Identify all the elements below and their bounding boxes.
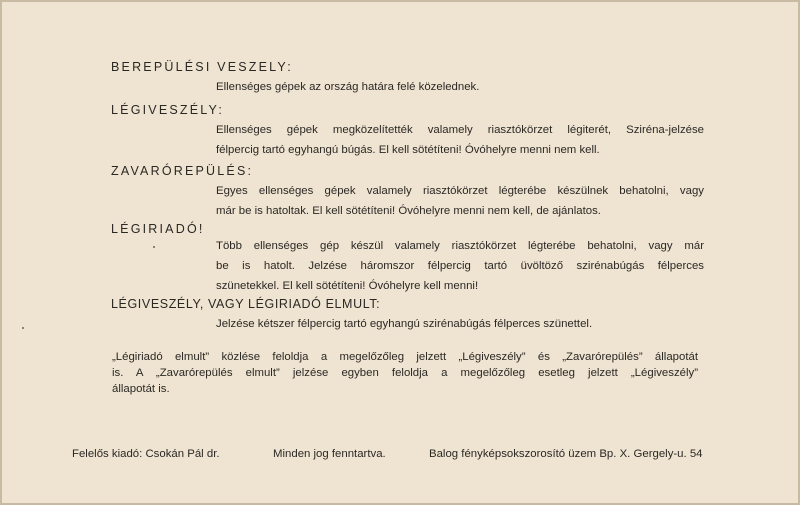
note-line: „Légiriadó elmult” közlése feloldja a megelőzőleg jelzett „Légiveszély” és „Zavarórepülés” állapotát [112, 351, 698, 363]
text-legiveszely [216, 120, 704, 160]
text-line: Jelzése kétszer félpercig tartó egyhangú szirénabúgás félperces szünettel. [216, 318, 593, 330]
text-line: félpercig tartó egyhangú búgás. El kell sötétíteni! Óvóhelyre menni nem kell. [216, 144, 600, 156]
text-elmult [216, 314, 704, 334]
text-legiriado [216, 236, 704, 296]
text-line: be is hatolt. Jelzése háromszor félpercig tartó üvöltöző szirénabúgás félperces [216, 260, 704, 272]
text-line: Ellenséges gépek az ország határa felé közelednek. [216, 81, 480, 93]
text-line: már be is hatoltak. El kell sötétíteni! Óvóhelyre menni nem kell, de ajánlatos. [216, 205, 601, 217]
note-line: is. A „Zavarórepülés elmult” jelzése egyben feloldja a megelőzőleg esetleg jelzett „Légiveszély” [112, 367, 698, 379]
print-speck [153, 246, 155, 248]
note-paragraph [112, 349, 698, 397]
note-line: állapotát is. [112, 383, 170, 395]
heading-legiriado: LÉGIRIADÓ! [111, 222, 205, 236]
text-line: Több ellenséges gép készül valamely riasztókörzet légterébe behatolni, vagy már [216, 240, 704, 252]
text-zavarorepules [216, 181, 704, 221]
heading-legiveszely: LÉGIVESZÉLY: [111, 103, 225, 117]
heading-zavarorepules: ZAVARÓREPÜLÉS: [111, 164, 254, 178]
text-line: szünetekkel. El kell sötétíteni! Óvóhelyre kell menni! [216, 280, 479, 292]
footer-printer: Balog fényképsokszorosító üzem Bp. X. Gergely-u. 54 [429, 448, 703, 460]
heading-elmult: LÉGIVESZÉLY, VAGY LÉGIRIADÓ ELMULT: [111, 297, 381, 311]
footer-rights: Minden jog fenntartva. [273, 448, 386, 460]
heading-berepulesi-veszely: BEREPÜLÉSI VESZELY: [111, 60, 293, 74]
footer-publisher: Felelős kiadó: Csokán Pál dr. [72, 448, 220, 460]
print-speck [22, 327, 24, 329]
text-line: Ellenséges gépek megközelítették valamely riasztókörzet légiterét, Sziréna-jelzése [216, 124, 704, 136]
text-line: Egyes ellenséges gépek valamely riasztókörzet légterébe készülnek behatolni, vagy [216, 185, 704, 197]
text-berepulesi-veszely [216, 77, 704, 97]
